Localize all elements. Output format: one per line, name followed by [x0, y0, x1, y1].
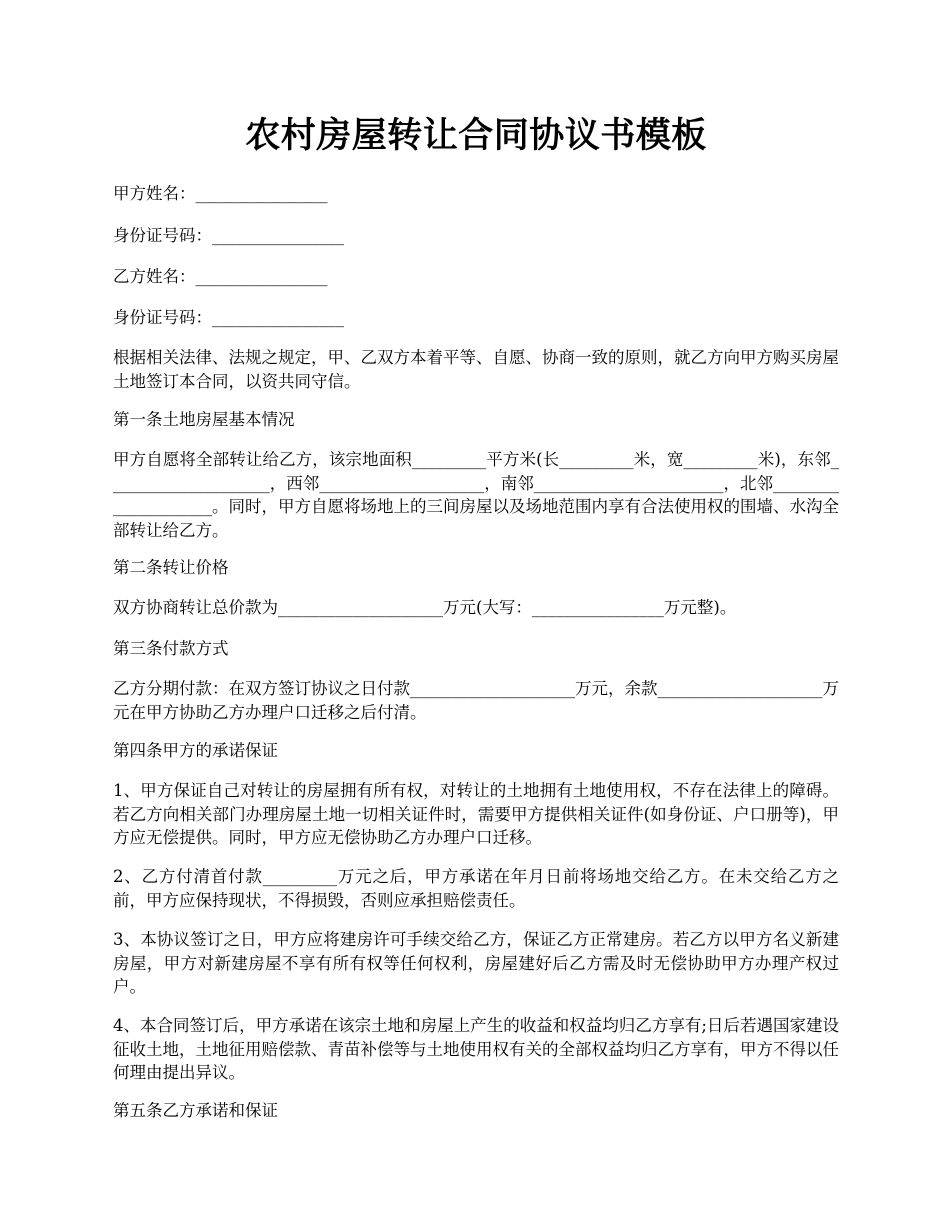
party-a-name-field: 甲方姓名：________________: [113, 184, 328, 203]
document-title: 农村房屋转让合同协议书模板: [245, 115, 707, 156]
preamble-paragraph: 根据相关法律、法规之规定，甲、乙双方本着平等、自愿、协商一致的原则，就乙方向甲方购买房屋土地签订本合同，以资共同守信。: [113, 348, 839, 391]
article-3-heading: 第三条付款方式: [113, 639, 229, 658]
party-b-id-field: 身份证号码：________________: [113, 308, 344, 327]
party-a-id-field: 身份证号码：________________: [113, 226, 344, 245]
article-4-clause-2: 2、乙方付清首付款_________万元之后，甲方承诺在年月日前将场地交给乙方。在未交给乙方之前，甲方应保持现状，不得损毁，否则应承担赔偿责任。: [113, 867, 839, 910]
article-5-heading: 第五条乙方承诺和保证: [113, 1101, 278, 1120]
article-4-clause-3: 3、本协议签订之日，甲方应将建房许可手续交给乙方，保证乙方正常建房。若乙方以甲方名义新建房屋，甲方对新建房屋不享有所有权等任何权利，房屋建好后乙方需及时无偿协助甲方办理产权过户。: [113, 930, 839, 996]
article-4-clause-1: 1、甲方保证自己对转让的房屋拥有所有权，对转让的土地拥有土地使用权，不存在法律上的障碍。若乙方向相关部门办理房屋土地一切相关证件时，需要甲方提供相关证件(如身份证、户口册等)，甲方应无偿提供。同时，甲方应无偿协助乙方办理户口迁移。: [113, 781, 839, 847]
article-2-heading: 第二条转让价格: [113, 558, 229, 577]
article-4-clause-4: 4、本合同签订后，甲方承诺在该宗土地和房屋上产生的收益和权益均归乙方享有;日后若遇国家建设征收土地，土地征用赔偿款、青苗补偿等与土地使用权有关的全部权益均归乙方享有，甲方不得以任何理由提出异议。: [113, 1016, 839, 1082]
article-2-paragraph: 双方协商转让总价款为____________________万元(大写：________________万元整)。: [113, 598, 737, 617]
article-3-paragraph: 乙方分期付款：在双方签订协议之日付款____________________万元，余款____________________万元在甲方协助乙方办理户口迁移之后付清。: [113, 679, 839, 722]
article-1-paragraph: 甲方自愿将全部转让给乙方，该宗地面积_________平方米(长_________米，宽_________米)，东邻____________________，西邻____________________，南邻_______________________，北邻____________________。同时，甲方自愿将场地上的三间房屋以及场地范围内享有合法使用权的围墙、水沟全部转让给乙方。: [113, 450, 839, 540]
article-4-heading: 第四条甲方的承诺保证: [113, 741, 278, 760]
article-1-heading: 第一条土地房屋基本情况: [113, 410, 295, 429]
party-b-name-field: 乙方姓名：________________: [113, 267, 328, 286]
